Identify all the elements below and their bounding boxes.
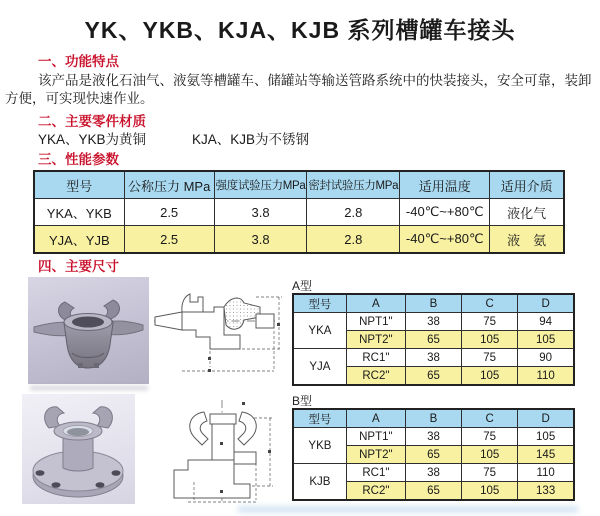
perf-header-strength-test: 强度试验压力MPa bbox=[214, 171, 307, 199]
table-row bbox=[293, 349, 574, 367]
dim-b-header-d: D bbox=[518, 409, 574, 428]
table-cell: RC1" bbox=[346, 464, 405, 482]
table-cell: 65 bbox=[405, 446, 461, 464]
dim-b-header-row bbox=[293, 409, 574, 428]
dim-a-header-model: 型号 bbox=[293, 294, 346, 313]
table-cell: 38 bbox=[405, 464, 461, 482]
table-cell: 105 bbox=[518, 331, 574, 349]
scan-artifact bbox=[238, 506, 578, 513]
performance-row-yja-yjb bbox=[34, 226, 564, 254]
drawing-section-type-b bbox=[158, 398, 288, 508]
dim-table-a-label: A型 bbox=[292, 279, 313, 293]
section-heading-performance: 三、性能参数 bbox=[38, 152, 119, 167]
table-cell: YJA bbox=[293, 349, 346, 386]
table-cell: 110 bbox=[518, 464, 574, 482]
coupling-a-illustration bbox=[28, 277, 149, 384]
table-cell: 38 bbox=[405, 349, 461, 367]
table-cell: 75 bbox=[462, 313, 518, 331]
section-heading-materials: 二、主要零件材质 bbox=[38, 114, 146, 129]
table-cell: 105 bbox=[462, 331, 518, 349]
table-cell: 65 bbox=[405, 367, 461, 386]
table-cell: 液 氨 bbox=[490, 226, 564, 254]
dim-a-header-c: C bbox=[462, 294, 518, 313]
table-cell: 133 bbox=[518, 482, 574, 501]
section-heading-dimensions: 四、主要尺寸 bbox=[38, 259, 119, 274]
performance-table bbox=[33, 170, 565, 254]
table-cell: RC2" bbox=[346, 367, 405, 386]
table-cell: YKB bbox=[293, 428, 346, 464]
table-cell: 75 bbox=[462, 428, 518, 446]
table-cell: RC1" bbox=[346, 349, 405, 367]
perf-header-seal-test: 密封试验压力MPa bbox=[307, 171, 400, 199]
perf-header-temperature: 适用温度 bbox=[400, 171, 490, 199]
table-cell: -40℃~+80℃ bbox=[400, 226, 490, 254]
photo-coupling-type-a bbox=[28, 277, 149, 384]
materials-brass-text: YKA、YKB为黄铜 bbox=[38, 132, 147, 147]
dim-a-header-d: D bbox=[518, 294, 574, 313]
table-row bbox=[293, 464, 574, 482]
table-cell: 94 bbox=[518, 313, 574, 331]
table-cell: 38 bbox=[405, 313, 461, 331]
photo-a-shadow bbox=[30, 386, 148, 390]
table-cell: 105 bbox=[462, 482, 518, 501]
table-cell: 105 bbox=[462, 367, 518, 386]
table-cell: 110 bbox=[518, 367, 574, 386]
coupling-b-illustration bbox=[22, 394, 135, 504]
dimension-table-a bbox=[292, 293, 575, 386]
table-cell: 2.8 bbox=[307, 199, 400, 226]
table-cell: 90 bbox=[518, 349, 574, 367]
table-cell: 2.5 bbox=[124, 226, 214, 254]
table-cell: NPT1" bbox=[346, 313, 405, 331]
dim-table-b-label: B型 bbox=[292, 394, 313, 408]
table-cell: 2.5 bbox=[124, 199, 214, 226]
table-cell: YJA、YJB bbox=[34, 226, 124, 254]
materials-stainless-text: KJA、KJB为不锈钢 bbox=[192, 132, 310, 147]
performance-header-row bbox=[34, 171, 564, 199]
dim-b-header-a: A bbox=[346, 409, 405, 428]
table-cell: 145 bbox=[518, 446, 574, 464]
dim-a-header-row bbox=[293, 294, 574, 313]
table-cell: 3.8 bbox=[214, 226, 307, 254]
table-cell: YKA bbox=[293, 313, 346, 349]
performance-row-yka-ykb bbox=[34, 199, 564, 226]
table-cell: 38 bbox=[405, 428, 461, 446]
dimension-table-b bbox=[292, 408, 575, 501]
table-cell: YKA、YKB bbox=[34, 199, 124, 226]
page-title: YK、YKB、KJA、KJB 系列槽罐车接头 bbox=[84, 17, 516, 43]
materials-line bbox=[38, 132, 600, 148]
perf-header-medium: 适用介质 bbox=[490, 171, 564, 199]
table-cell: 液化气 bbox=[490, 199, 564, 226]
photo-coupling-type-b-flanged bbox=[22, 394, 135, 504]
table-row bbox=[293, 428, 574, 446]
table-cell: -40℃~+80℃ bbox=[400, 199, 490, 226]
table-cell: NPT2" bbox=[346, 331, 405, 349]
table-cell: RC2" bbox=[346, 482, 405, 501]
table-cell: 75 bbox=[462, 464, 518, 482]
perf-header-model: 型号 bbox=[34, 171, 124, 199]
table-cell: 75 bbox=[462, 349, 518, 367]
table-cell: 2.8 bbox=[307, 226, 400, 254]
features-paragraph: 该产品是液化石油气、液氨等槽罐车、储罐站等输送管路系统中的快装接头，安全可靠，装卸方便，可实现快速作业。 bbox=[5, 73, 592, 106]
table-cell: 65 bbox=[405, 331, 461, 349]
table-cell: 105 bbox=[462, 446, 518, 464]
dim-b-header-b: B bbox=[405, 409, 461, 428]
table-cell: NPT1" bbox=[346, 428, 405, 446]
table-cell: 3.8 bbox=[214, 199, 307, 226]
drawing-a-svg bbox=[152, 287, 285, 382]
table-cell: NPT2" bbox=[346, 446, 405, 464]
dim-a-header-a: A bbox=[346, 294, 405, 313]
dim-a-header-b: B bbox=[405, 294, 461, 313]
table-cell: KJB bbox=[293, 464, 346, 501]
drawing-b-svg bbox=[158, 398, 288, 508]
table-row bbox=[293, 313, 574, 331]
table-cell: 105 bbox=[518, 428, 574, 446]
perf-header-nominal-pressure: 公称压力 MPa bbox=[124, 171, 214, 199]
section-heading-features: 一、功能特点 bbox=[38, 54, 119, 69]
dim-b-header-c: C bbox=[462, 409, 518, 428]
dim-b-header-model: 型号 bbox=[293, 409, 346, 428]
table-cell: 65 bbox=[405, 482, 461, 501]
drawing-section-type-a bbox=[152, 287, 285, 382]
